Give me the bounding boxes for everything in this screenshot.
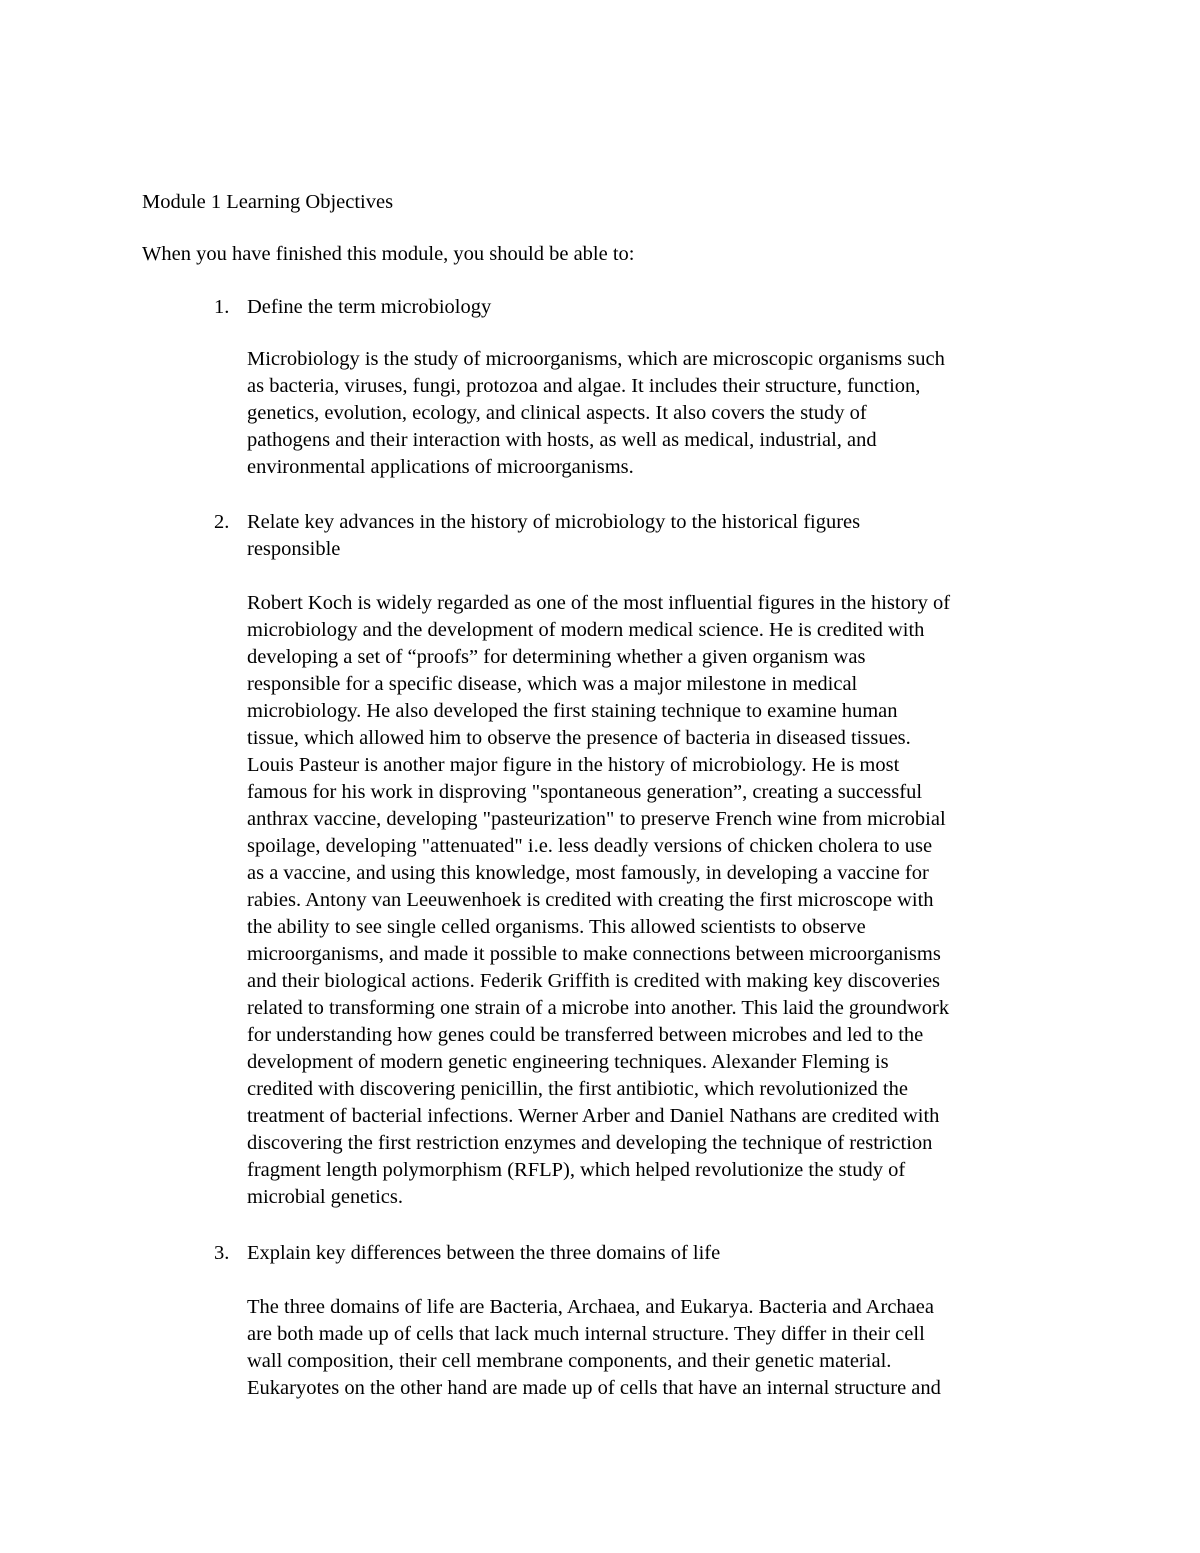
document-intro: When you have finished this module, you should be able to: (142, 243, 635, 265)
objective-body-line: rabies. Antony van Leeuwenhoek is credited with creating the first microscope with (247, 889, 934, 911)
objective-body-line: are both made up of cells that lack much internal structure. They differ in their cell (247, 1323, 925, 1345)
objective-body-line: Louis Pasteur is another major figure in the history of microbiology. He is most (247, 754, 900, 776)
objective-body-line: Robert Koch is widely regarded as one of the most influential figures in the history of (247, 592, 951, 614)
objective-body-line: Eukaryotes on the other hand are made up of cells that have an internal structure and (247, 1377, 941, 1399)
objective-number: 2. (214, 511, 230, 533)
objective-body-line: anthrax vaccine, developing "pasteurization" to preserve French wine from microbial (247, 808, 946, 830)
objective-body-line: spoilage, developing "attenuated" i.e. less deadly versions of chicken cholera to use (247, 835, 933, 857)
objective-body-line: genetics, evolution, ecology, and clinical aspects. It also covers the study of (247, 402, 867, 424)
objective-body-line: credited with discovering penicillin, the first antibiotic, which revolutionized the (247, 1078, 908, 1100)
objective-body-line: The three domains of life are Bacteria, Archaea, and Eukarya. Bacteria and Archaea (247, 1296, 934, 1318)
objective-body-line: Microbiology is the study of microorganisms, which are microscopic organisms such (247, 348, 945, 370)
objective-body-line: as bacteria, viruses, fungi, protozoa and algae. It includes their structure, function, (247, 375, 921, 397)
objective-body-line: pathogens and their interaction with hosts, as well as medical, industrial, and (247, 429, 877, 451)
objective-body-line: developing a set of “proofs” for determining whether a given organism was (247, 646, 866, 668)
objective-heading-line: Define the term microbiology (247, 296, 492, 318)
objective-body-line: microbial genetics. (247, 1186, 403, 1208)
objective-heading-line: Explain key differences between the three domains of life (247, 1242, 721, 1264)
objective-body-line: microbiology and the development of modern medical science. He is credited with (247, 619, 925, 641)
objective-body-line: microorganisms, and made it possible to make connections between microorganisms (247, 943, 941, 965)
objective-body-line: microbiology. He also developed the first staining technique to examine human (247, 700, 898, 722)
objective-body-line: treatment of bacterial infections. Werner Arber and Daniel Nathans are credited with (247, 1105, 940, 1127)
objective-body-line: for understanding how genes could be transferred between microbes and led to the (247, 1024, 924, 1046)
objective-body-line: fragment length polymorphism (RFLP), which helped revolutionize the study of (247, 1159, 906, 1181)
objective-body-line: tissue, which allowed him to observe the presence of bacteria in diseased tissues. (247, 727, 911, 749)
objective-heading-line: Relate key advances in the history of microbiology to the historical figures (247, 511, 861, 533)
objective-body-line: famous for his work in disproving "spontaneous generation”, creating a successful (247, 781, 923, 803)
objective-body-line: the ability to see single celled organisms. This allowed scientists to observe (247, 916, 866, 938)
objective-body-line: as a vaccine, and using this knowledge, most famously, in developing a vaccine for (247, 862, 929, 884)
objective-body-line: responsible for a specific disease, which was a major milestone in medical (247, 673, 858, 695)
objective-heading-line: responsible (247, 538, 341, 560)
objective-body-line: development of modern genetic engineering techniques. Alexander Fleming is (247, 1051, 889, 1073)
document-title: Module 1 Learning Objectives (142, 191, 394, 213)
objective-body-line: and their biological actions. Federik Griffith is credited with making key discoveries (247, 970, 941, 992)
objective-number: 1. (214, 296, 230, 318)
objective-number: 3. (214, 1242, 230, 1264)
objective-body-line: wall composition, their cell membrane components, and their genetic material. (247, 1350, 892, 1372)
objective-body-line: environmental applications of microorganisms. (247, 456, 634, 478)
objective-body-line: discovering the first restriction enzymes and developing the technique of restriction (247, 1132, 933, 1154)
objective-body-line: related to transforming one strain of a microbe into another. This laid the groundwork (247, 997, 950, 1019)
